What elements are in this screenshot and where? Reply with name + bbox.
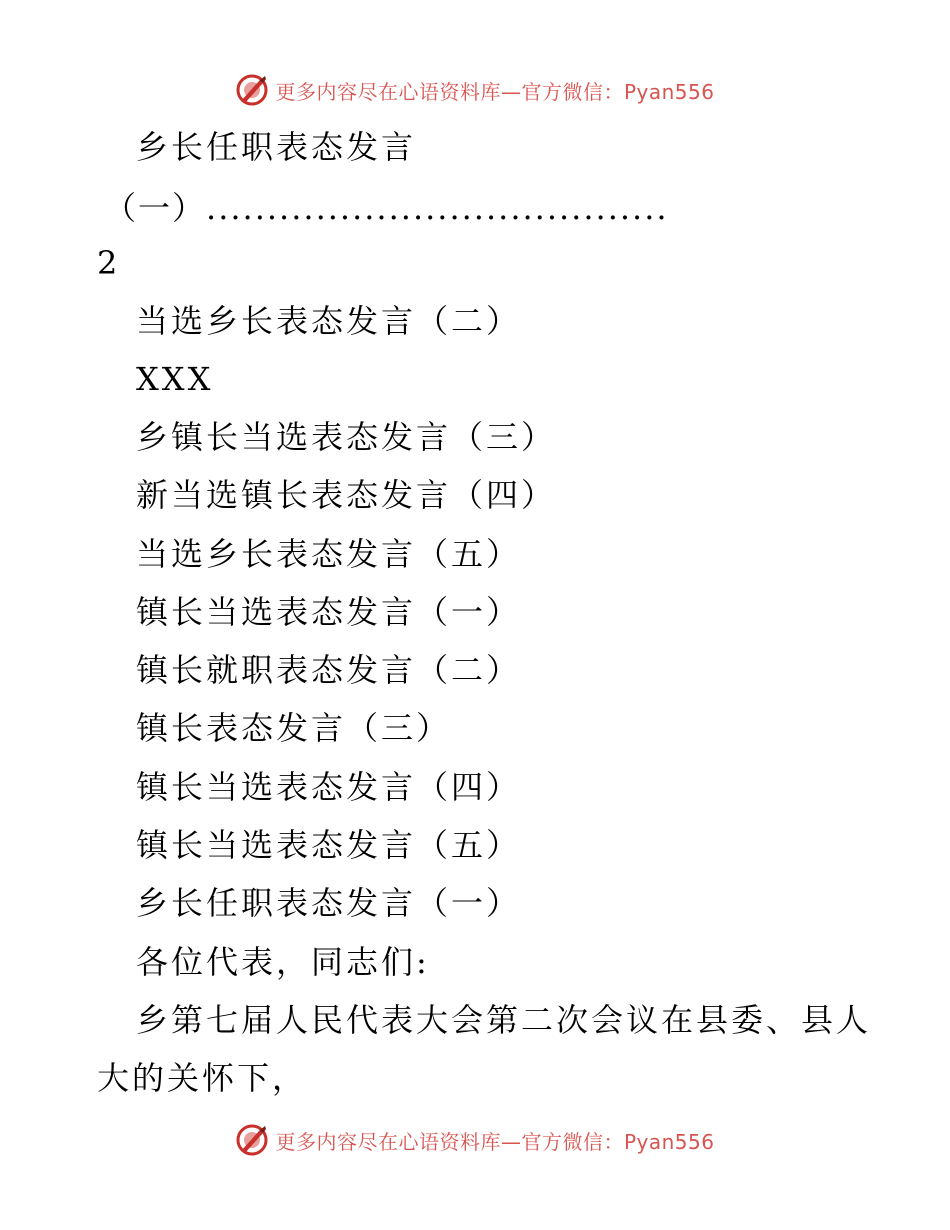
pen-circle-logo-icon [235, 73, 269, 107]
salutation: 各位代表，同志们: [136, 943, 430, 981]
toc-entry: 镇长当选表态发言（一） [136, 593, 522, 631]
toc-first-entry-row [104, 188, 844, 228]
toc-entry: 镇长就职表态发言（二） [136, 651, 522, 689]
watermark-text: 更多内容尽在心语资料库—官方微信：Pyan556 [275, 1129, 715, 1154]
body-paragraph-line: 乡第七届人民代表大会第二次会议在县委、县人 [136, 1001, 872, 1039]
section-title: 乡长任职表态发言（一） [136, 884, 522, 922]
footer-watermark-inner [235, 1123, 714, 1157]
watermark-text: 更多内容尽在心语资料库—官方微信：Pyan556 [275, 79, 715, 104]
toc-first-marker: （一） [104, 189, 207, 227]
toc-entry: 镇长当选表态发言（五） [136, 826, 522, 864]
header-watermark [0, 70, 950, 110]
toc-entry: 新当选镇长表态发言（四） [136, 476, 557, 514]
toc-entry: 当选乡长表态发言（五） [136, 535, 522, 573]
toc-entry: 乡镇长当选表态发言（三） [136, 418, 557, 456]
toc-dot-leader: ...................................... [206, 189, 669, 227]
toc-first-page-number: 2 [97, 244, 121, 282]
toc-entry: 当选乡长表态发言（二） [136, 302, 522, 340]
toc-entry: XXX [136, 360, 214, 398]
header-watermark-inner [235, 73, 714, 107]
toc-entry: 镇长表态发言（三） [136, 709, 452, 747]
body-paragraph-continuation: 大的关怀下， [97, 1059, 308, 1097]
toc-title: 乡长任职表态发言 [136, 128, 417, 166]
pen-circle-logo-icon [235, 1123, 269, 1157]
toc-entry: 镇长当选表态发言（四） [136, 768, 522, 806]
footer-watermark [0, 1120, 950, 1160]
